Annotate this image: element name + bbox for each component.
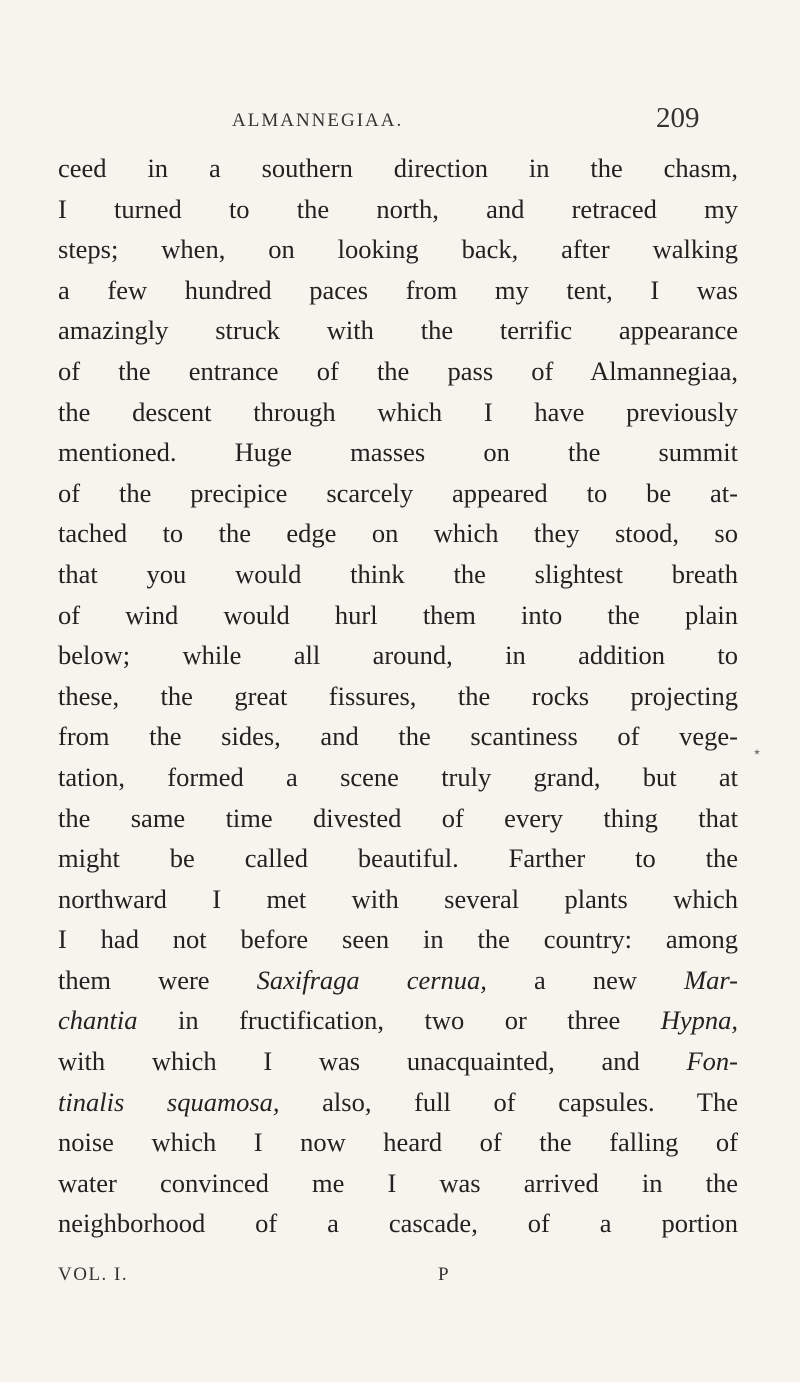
text-segment: of wind would hurl them into the plain — [58, 599, 738, 630]
text-line — [58, 1163, 738, 1204]
text-line — [58, 473, 738, 514]
text-line — [58, 1203, 738, 1244]
italic-term: Mar- — [684, 964, 738, 995]
text-line — [58, 1082, 738, 1123]
text-line — [58, 392, 738, 433]
text-segment: neighborhood of a cascade, of a portion — [58, 1208, 738, 1239]
text-line — [58, 229, 738, 270]
text-line — [58, 676, 738, 717]
text-segment: of the entrance of the pass of Almannegiaa, — [58, 355, 738, 386]
text-segment: them were — [58, 964, 257, 995]
text-line — [58, 1000, 738, 1041]
text-line — [58, 595, 738, 636]
text-line — [58, 635, 738, 676]
text-segment: that you would think the slightest breath — [58, 558, 738, 589]
page-number: 209 — [656, 102, 700, 134]
text-segment: water convinced me I was arrived in the — [58, 1167, 738, 1198]
text-line — [58, 554, 738, 595]
text-line — [58, 351, 738, 392]
text-segment: a few hundred paces from my tent, I was — [58, 274, 738, 305]
text-segment: of the precipice scarcely appeared to be at- — [58, 477, 738, 508]
text-segment: from the sides, and the scantiness of vege- — [58, 721, 738, 752]
text-line — [58, 432, 738, 473]
text-line — [58, 310, 738, 351]
italic-term: tinalis squamosa, — [58, 1086, 280, 1117]
text-line — [58, 960, 738, 1001]
text-segment: steps; when, on looking back, after walking — [58, 234, 738, 265]
italic-term: chantia — [58, 1005, 138, 1036]
italic-term: Hypna, — [660, 1005, 738, 1036]
text-segment: a new — [486, 964, 685, 995]
running-head — [0, 102, 800, 142]
text-segment: I turned to the north, and retraced my — [58, 193, 738, 224]
text-segment: northward I met with several plants which — [58, 883, 738, 914]
text-segment: tation, formed a scene truly grand, but at — [58, 761, 738, 792]
text-segment: with which I was unacquainted, and — [58, 1046, 687, 1077]
text-line — [58, 716, 738, 757]
text-line — [58, 270, 738, 311]
volume-label: VOL. I. — [58, 1264, 129, 1285]
text-segment: tached to the edge on which they stood, so — [58, 518, 738, 549]
text-segment: in fructification, two or three — [137, 1005, 661, 1036]
text-segment: also, full of capsules. The — [279, 1086, 738, 1117]
body-text — [58, 148, 738, 1244]
text-segment: these, the great fissures, the rocks projecting — [58, 680, 738, 711]
text-segment: noise which I now heard of the falling of — [58, 1127, 738, 1158]
text-segment: might be called beautiful. Farther to the — [58, 843, 738, 874]
page-speck: ⋆ — [752, 744, 763, 761]
text-line — [58, 513, 738, 554]
text-segment: below; while all around, in addition to — [58, 640, 738, 671]
text-line — [58, 919, 738, 960]
text-segment: the same time divested of every thing that — [58, 802, 738, 833]
text-segment: amazingly struck with the terrific appearance — [58, 315, 738, 346]
text-line — [58, 148, 738, 189]
text-line — [58, 1122, 738, 1163]
page-footer — [0, 1264, 800, 1294]
text-segment: mentioned. Huge masses on the summit — [58, 437, 738, 468]
italic-term: Fon- — [686, 1046, 738, 1077]
text-segment: ceed in a southern direction in the chasm, — [58, 153, 738, 183]
text-line — [58, 189, 738, 230]
text-segment: I had not before seen in the country: among — [58, 924, 738, 955]
running-title: ALMANNEGIAA. — [232, 110, 404, 131]
text-line — [58, 838, 738, 879]
text-line — [58, 798, 738, 839]
text-segment: the descent through which I have previously — [58, 396, 738, 427]
italic-term: Saxifraga cernua, — [256, 964, 487, 995]
text-line — [58, 757, 738, 798]
text-line — [58, 879, 738, 920]
signature-mark: P — [438, 1264, 449, 1285]
text-line — [58, 1041, 738, 1082]
